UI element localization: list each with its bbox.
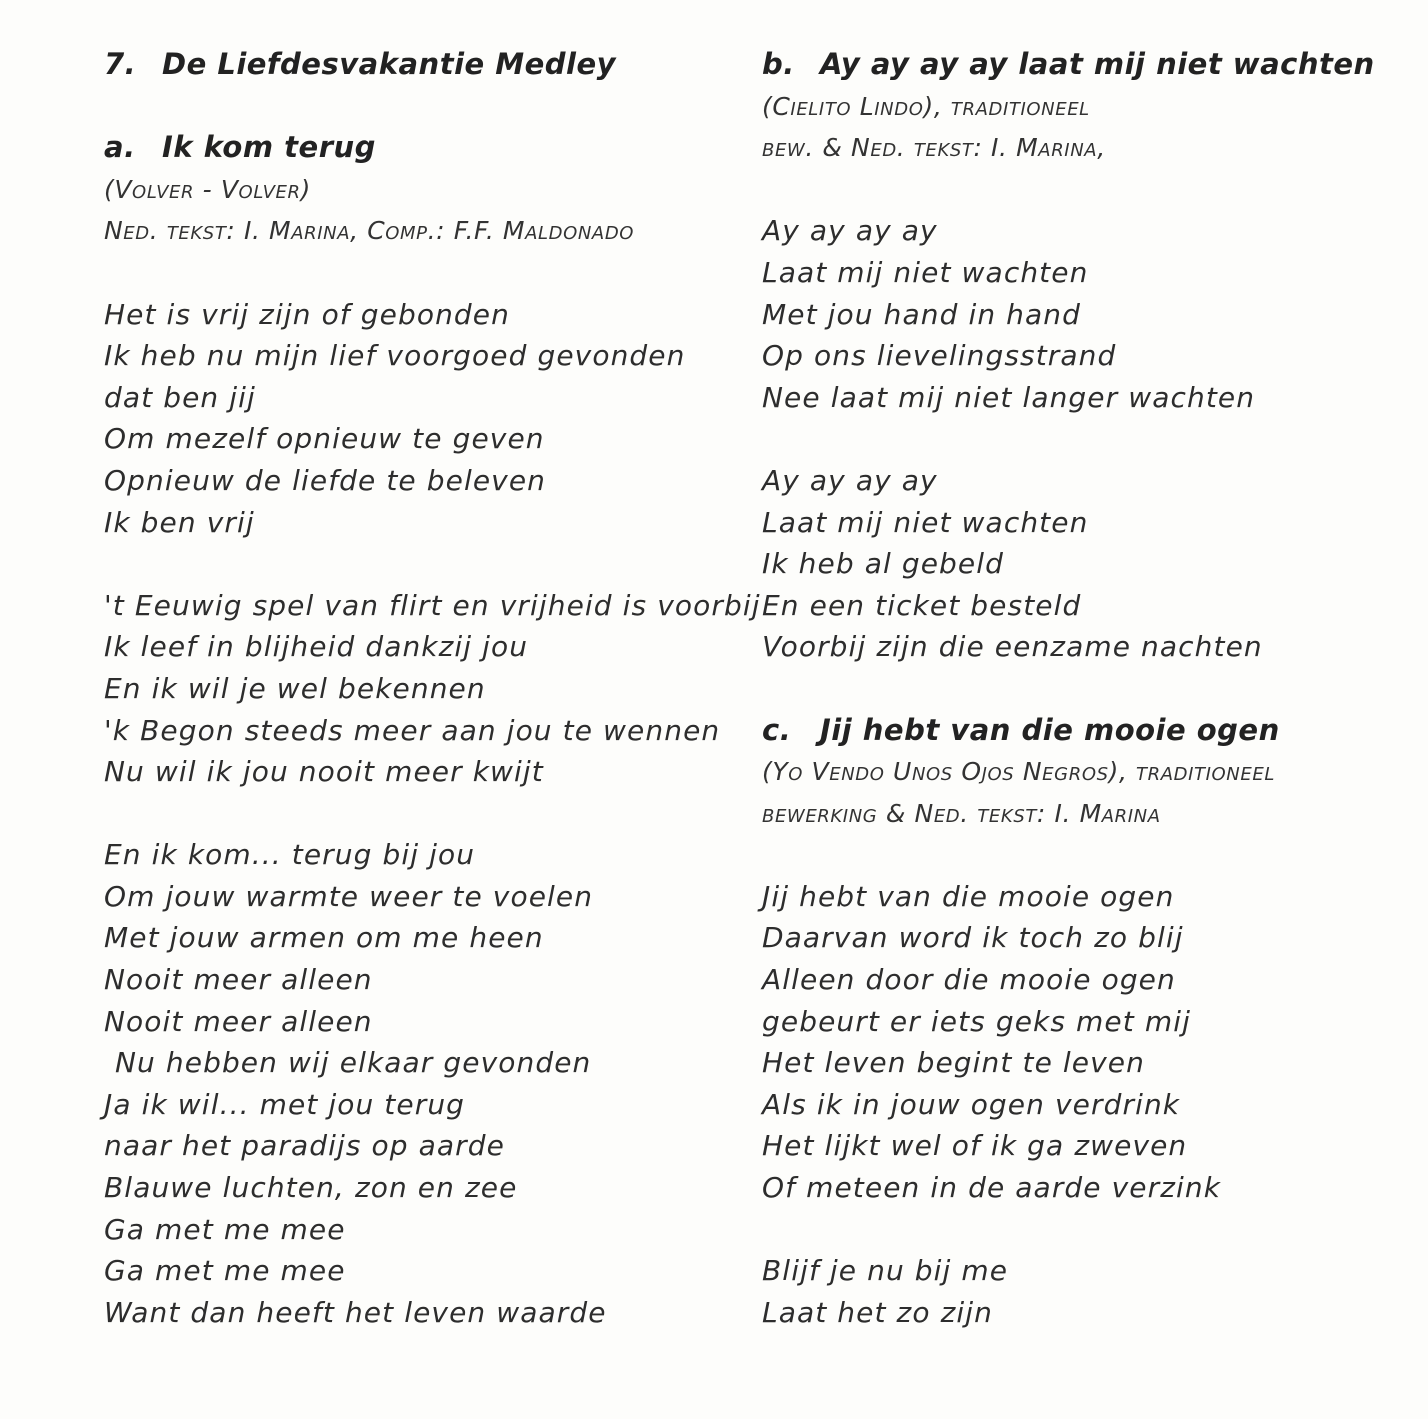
lyric-line: En ik kom... terug bij jou [104, 838, 476, 872]
song-b-stanza-2 [762, 460, 1402, 668]
lyric-line: Het leven begint te leven [762, 1046, 1145, 1080]
lyric-line: Nu wil ik jou nooit meer kwijt [104, 755, 544, 789]
song-a-title [104, 127, 744, 169]
lyric-line: 'k Begon steeds meer aan jou te wennen [104, 713, 721, 747]
lyric-line: dat ben jij [104, 380, 256, 414]
lyric-line: Ik heb al gebeld [762, 547, 1005, 581]
lyric-line: Als ik in jouw ogen verdrink [762, 1087, 1181, 1121]
medley-title-text: De Liefdesvakantie Medley [162, 47, 617, 81]
song-a-credit-authors: Ned. tekst: I. Marina, Comp.: F.F. Maldonado [104, 216, 635, 246]
lyric-line: Op ons lievelingsstrand [762, 339, 1117, 373]
song-a-letter: a. [104, 130, 136, 165]
lyric-line: Nu hebben wij elkaar gevonden [115, 1046, 592, 1080]
lyric-line: Om jouw warmte weer te voelen [104, 879, 594, 913]
lyric-line: Ay ay ay ay [762, 463, 938, 497]
lyric-line: En een ticket besteld [762, 588, 1082, 622]
spacer [104, 793, 744, 835]
spacer [762, 834, 1402, 876]
song-c-credit-original: (Yo Vendo Unos Ojos Negros), traditioneel [762, 757, 1275, 787]
lyric-line: Ga met me mee [104, 1254, 346, 1288]
lyric-line: Ga met me mee [104, 1212, 346, 1246]
lyric-line: Laat mij niet wachten [762, 505, 1089, 539]
lyric-line: Het is vrij zijn of gebonden [104, 297, 510, 331]
song-b-title-text: Ay ay ay ay laat mij niet wachten [820, 47, 1375, 81]
lyric-line: Ik ben vrij [104, 505, 255, 539]
lyric-line: Met jou hand in hand [762, 297, 1081, 331]
lyric-line: Om mezelf opnieuw te geven [104, 422, 545, 456]
lyric-line: Laat het zo zijn [762, 1295, 993, 1329]
lyric-line: Nooit meer alleen [104, 963, 373, 997]
medley-number: 7. [104, 47, 137, 81]
lyric-line: Daarvan word ik toch zo blij [762, 921, 1184, 955]
song-c-letter: c. [762, 712, 792, 747]
song-b-credit-authors: bew. & Ned. tekst: I. Marina, [762, 133, 1106, 163]
lyric-line: Blijf je nu bij me [762, 1254, 1009, 1288]
song-a-stanza-2 [104, 585, 761, 793]
lyric-line: Opnieuw de liefde te beleven [104, 463, 547, 497]
lyric-line: gebeurt er iets geks met mij [762, 1004, 1191, 1038]
lyric-line: Ik leef in blijheid dankzij jou [104, 630, 529, 664]
song-c-title [762, 710, 1402, 752]
song-a-stanza-3 [104, 834, 744, 1333]
song-a-credit-original: (Volver - Volver) [104, 174, 311, 204]
lyric-line: Blauwe luchten, zon en zee [104, 1171, 518, 1205]
lyric-line: Nooit meer alleen [104, 1004, 373, 1038]
lyric-line: Ja ik wil... met jou terug [104, 1087, 466, 1121]
song-b-letter: b. [762, 47, 795, 81]
medley-title [104, 44, 744, 86]
lyric-line: Laat mij niet wachten [762, 255, 1089, 289]
spacer [104, 543, 744, 585]
song-b-title [762, 44, 1402, 86]
song-a-stanza-1 [104, 294, 744, 544]
spacer [104, 252, 744, 294]
lyric-line: naar het paradijs op aarde [104, 1129, 505, 1163]
right-column [762, 44, 1402, 1333]
lyric-line: 't Eeuwig spel van flirt en vrijheid is voorbij [104, 588, 761, 622]
lyric-line: Met jouw armen om me heen [104, 921, 544, 955]
lyric-line: Het lijkt wel of ik ga zweven [762, 1129, 1188, 1163]
lyric-line: Of meteen in de aarde verzink [762, 1171, 1222, 1205]
lyric-line: Want dan heeft het leven waarde [104, 1295, 607, 1329]
song-b-credit-original: (Cielito Lindo), traditioneel [762, 91, 1090, 121]
spacer [762, 1209, 1402, 1251]
spacer [762, 418, 1402, 460]
song-c-stanza-1 [762, 876, 1402, 1209]
song-b-stanza-1 [762, 210, 1402, 418]
lyric-line: Voorbij zijn die eenzame nachten [762, 630, 1263, 664]
lyric-line: Nee laat mij niet langer wachten [762, 380, 1256, 414]
song-c-credit-authors: bewerking & Ned. tekst: I. Marina [762, 798, 1161, 828]
spacer [762, 169, 1402, 211]
lyric-line: Alleen door die mooie ogen [762, 963, 1176, 997]
song-a-title-text: Ik kom terug [162, 130, 376, 165]
left-column [104, 44, 761, 1333]
lyric-line: Ik heb nu mijn lief voorgoed gevonden [104, 339, 686, 373]
song-c-stanza-2 [762, 1250, 1402, 1333]
lyric-line: Jij hebt van die mooie ogen [762, 879, 1175, 913]
spacer [762, 668, 1402, 710]
lyric-line: En ik wil je wel bekennen [104, 671, 486, 705]
spacer [104, 86, 744, 128]
lyric-line: Ay ay ay ay [762, 214, 938, 248]
song-c-title-text: Jij hebt van die mooie ogen [820, 712, 1280, 747]
